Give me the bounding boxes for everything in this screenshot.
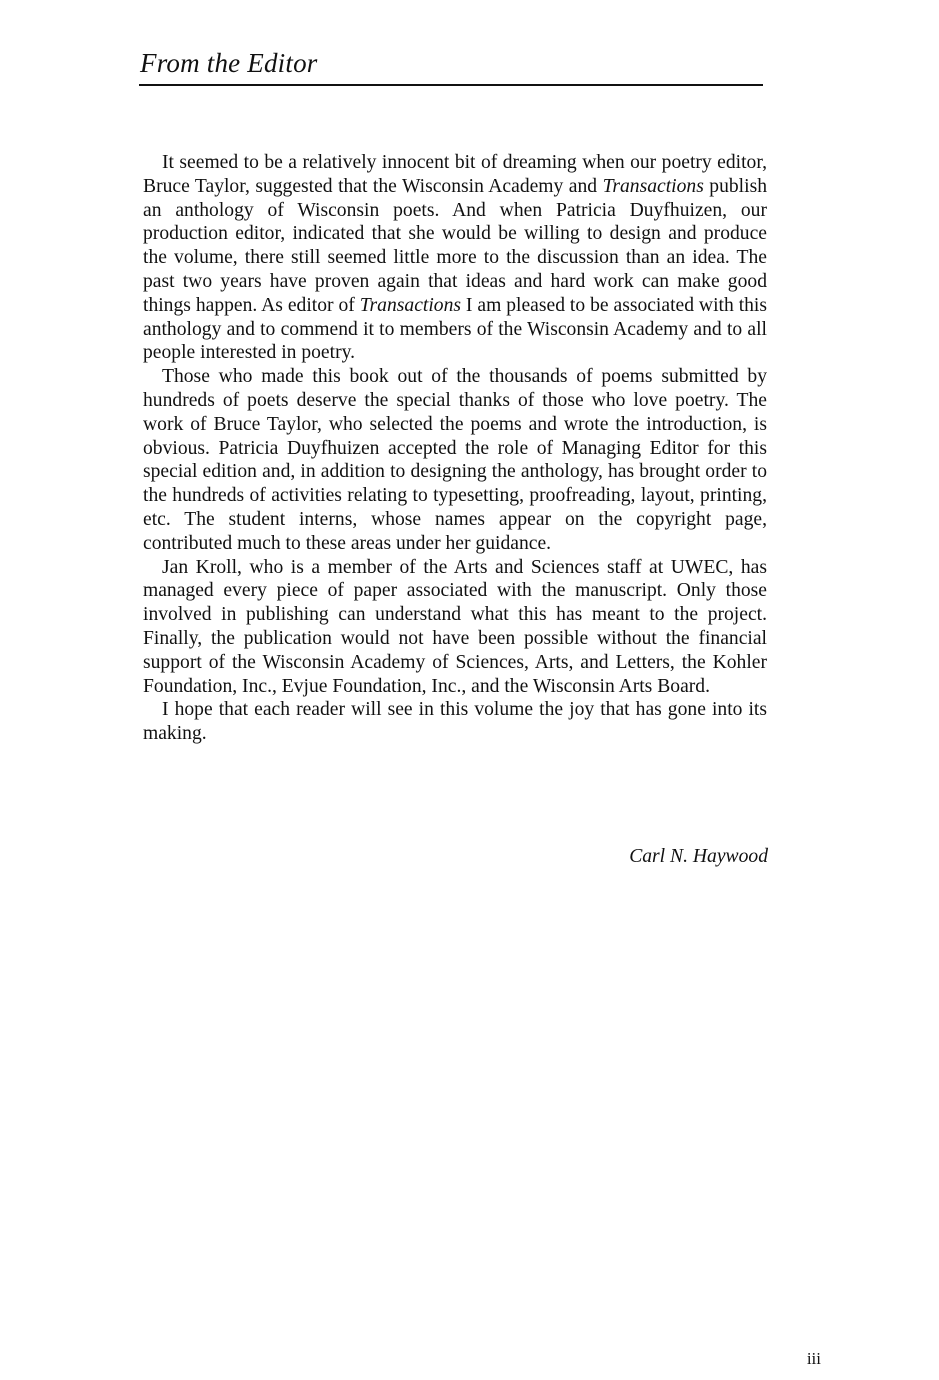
paragraph-text: It seemed to be a relatively innocent bit of dreaming when our poetry editor, Bruce Taylor, suggested that the Wisconsin Academy and (143, 152, 767, 197)
paragraph-text: I am pleased to be associated with this anthology and to commend it to members of the Wisconsin Academy and to all people interested in poetry. (143, 294, 768, 364)
italic-title-text: Transactions (602, 175, 704, 197)
italic-title-text: Transactions (359, 294, 461, 316)
paragraph (143, 556, 767, 699)
page-title: From the Editor (140, 48, 318, 78)
paragraph-text: Those who made this book out of the thousands of poems submitted by hundreds of poets deserve the special thanks of those who love poetry. The work of Bruce Taylor, who selected the poems and wrote the introduction, is obvious. Patricia Duyfhuizen accepted the role of Managing Editor for this special edition and, in addition to designing the anthology, has brought order to the hundreds of activities relating to typesetting, proofreading, layout, printing, etc. The student interns, whose names appear on the copyright page, contributed much to these areas under her guidance. (143, 366, 767, 554)
page-header (139, 44, 763, 86)
paragraph (143, 365, 767, 555)
paragraph-text: publish an anthology of Wisconsin poets. And when Patricia Duyfhuizen, our production editor, indicated that she would be willing to design and produce the volume, there still seemed little more to the discussion than an idea. The past two years have proven again that ideas and hard work can make good things happen. As editor of (143, 175, 767, 316)
paragraph (143, 698, 767, 746)
paragraph-text: Jan Kroll, who is a member of the Arts and Sciences staff at UWEC, has managed every piece of paper associated with the manuscript. Only those involved in publishing can understand what this has meant to the project. Finally, the publication would not have been possible without the financial support of the Wisconsin Academy of Sciences, Arts, and Letters, the Kohler Foundation, Inc., Evjue Foundation, Inc., and the Wisconsin Arts Board. (143, 556, 767, 697)
paragraph (143, 151, 767, 365)
page-number: iii (806, 1349, 821, 1368)
paragraph-text: I hope that each reader will see in this volume the joy that has gone into its making. (143, 699, 767, 745)
signature: Carl N. Haywood (629, 846, 768, 867)
editor-letter-body (143, 151, 767, 746)
